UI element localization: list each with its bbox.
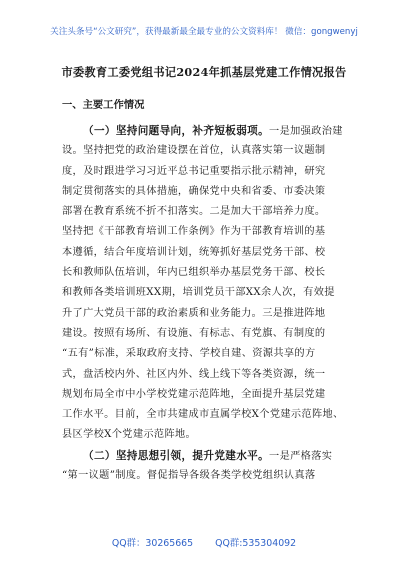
paragraph-line: 长和教师队伍培训，年内已组织举办基层党务干部、校长 (62, 267, 326, 279)
paragraph-line: 县区学校X个党建示范阵地。 (62, 429, 197, 441)
paragraph-line: “第一议题”制度。督促指导各级各类学校党组织认真落 (62, 470, 316, 482)
paragraph-1-text: 一是加强政治建 (269, 126, 343, 137)
paragraph-line: 式，盘活校内外、社区内外、线上线下等各类资源，统一 (62, 368, 326, 380)
section-heading: 一、主要工作情况 (62, 99, 145, 111)
paragraph-line: 升了广大党员干部的政治素质和业务能力。三是推进阵地 (62, 307, 326, 319)
paragraph-line: 坚持把《干部教育培训工作条例》作为干部教育培训的基 (62, 226, 326, 238)
document-title: 市委教育工委党组书记2024年抓基层党建工作情况报告 (61, 65, 347, 79)
paragraph-1-lead: （一）坚持问题导向，补齐短板弱项。 (83, 125, 270, 137)
paragraph-line: 制定贯彻落实的具体措施，确保党中央和省委、市委决策 (62, 185, 326, 197)
paragraph-1-line (62, 121, 358, 141)
paragraph-line: 部署在教育系统不折不扣落实。二是加大干部培养力度。 (62, 206, 326, 218)
document-body (62, 121, 358, 486)
paragraph-line: 度，及时跟进学习习近平总书记重要指示批示精神，研究 (62, 165, 326, 177)
paragraph-line: 规划布局全市中小学校党建示范阵地，全面提升基层党建 (62, 388, 326, 400)
paragraph-line: 本遵循，结合年度培训计划，统筹抓好基层党务干部、校 (62, 246, 326, 258)
paragraph-line: 设。坚持把党的政治建设摆在首位，认真落实第一议题制 (62, 145, 326, 157)
footer-qq-groups (0, 535, 408, 549)
footer-qq-1: QQ群：30265665 (111, 538, 194, 549)
paragraph-line: 和教师各类培训班XX期，培训党员干部XX余人次，有效提 (62, 287, 335, 299)
header-notice: 关注头条号“公文研究”，获得最新最全最专业的公文资料库！ 微信：gongwenyj (50, 27, 358, 37)
paragraph-line: 建设。按照有场所、有设施、有标志、有党旗、有制度的 (62, 327, 326, 339)
footer-qq-2: QQ群:535304092 (215, 538, 297, 549)
paragraph-2-line (62, 446, 358, 466)
paragraph-line: 工作水平。目前，全市共建成市直属学校X个党建示范阵地、 (62, 409, 344, 421)
paragraph-2-lead: （二）坚持思想引领，提升党建水平。 (83, 449, 270, 462)
paragraph-2-text: 一是严格落实 (269, 450, 333, 462)
paragraph-line: “五有”标准，采取政府支持、学校自建、资源共享的方 (62, 348, 316, 360)
